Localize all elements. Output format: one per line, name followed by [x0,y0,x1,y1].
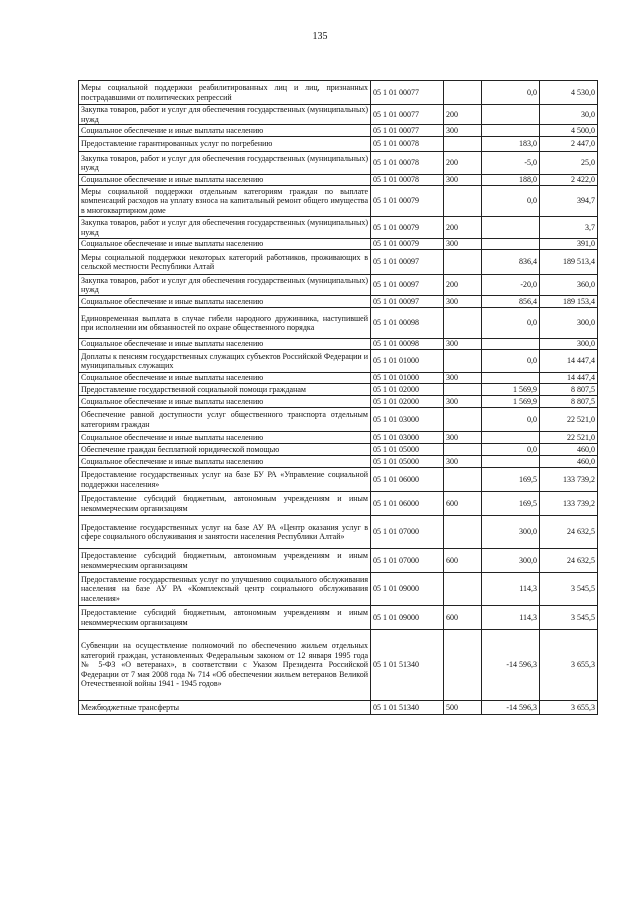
row-change-amount [482,239,540,250]
row-code: 05 1 01 00079 [371,186,444,217]
row-total-amount: 30,0 [540,105,598,125]
row-code: 05 1 01 01000 [371,350,444,373]
row-expense-type [444,250,482,275]
table-row [79,396,598,408]
row-expense-type: 200 [444,152,482,175]
row-code: 05 1 01 00079 [371,217,444,239]
row-code: 05 1 01 06000 [371,468,444,492]
row-expense-type: 200 [444,217,482,239]
budget-table [78,80,598,715]
row-code: 05 1 01 51340 [371,701,444,715]
row-name: Социальное обеспечение и иные выплаты населению [79,396,371,408]
table-row [79,125,598,137]
table-row [79,384,598,396]
row-change-amount [482,456,540,468]
row-expense-type: 300 [444,456,482,468]
row-name: Предоставление субсидий бюджетным, автономным учреждениям и иным некоммерческим организациям [79,606,371,630]
row-total-amount: 22 521,0 [540,408,598,432]
row-total-amount: 133 739,2 [540,468,598,492]
row-code: 05 1 01 07000 [371,516,444,549]
row-code: 05 1 01 00098 [371,339,444,350]
row-expense-type: 500 [444,701,482,715]
row-expense-type [444,308,482,339]
row-total-amount: 3 545,5 [540,606,598,630]
table-row [79,606,598,630]
row-expense-type [444,408,482,432]
row-change-amount: -14 596,3 [482,701,540,715]
row-change-amount: -5,0 [482,152,540,175]
row-change-amount [482,373,540,384]
row-name: Обеспечение граждан бесплатной юридической помощью [79,444,371,456]
row-code: 05 1 01 00097 [371,250,444,275]
row-code: 05 1 01 05000 [371,444,444,456]
row-change-amount: 0,0 [482,186,540,217]
row-expense-type [444,444,482,456]
table-row [79,444,598,456]
row-total-amount: 2 447,0 [540,137,598,152]
row-change-amount: 169,5 [482,468,540,492]
row-name: Предоставление субсидий бюджетным, автономным учреждениям и иным некоммерческим организациям [79,492,371,516]
row-expense-type [444,384,482,396]
row-total-amount: 3 655,3 [540,630,598,701]
row-change-amount: -20,0 [482,275,540,296]
row-expense-type: 200 [444,105,482,125]
row-change-amount: 300,0 [482,549,540,573]
row-name: Социальное обеспечение и иные выплаты населению [79,175,371,186]
row-expense-type: 300 [444,339,482,350]
row-change-amount [482,105,540,125]
row-expense-type: 600 [444,492,482,516]
table-row [79,516,598,549]
row-change-amount: 836,4 [482,250,540,275]
table-row [79,492,598,516]
row-expense-type [444,468,482,492]
row-total-amount: 2 422,0 [540,175,598,186]
row-change-amount [482,432,540,444]
table-row [79,573,598,606]
row-total-amount: 14 447,4 [540,373,598,384]
table-row [79,152,598,175]
row-code: 05 1 01 51340 [371,630,444,701]
row-expense-type: 300 [444,239,482,250]
row-name: Закупка товаров, работ и услуг для обеспечения государственных (муниципальных) нужд [79,217,371,239]
row-total-amount: 8 807,5 [540,396,598,408]
row-code: 05 1 01 05000 [371,456,444,468]
row-total-amount: 360,0 [540,275,598,296]
table-row [79,137,598,152]
row-change-amount: 300,0 [482,516,540,549]
row-change-amount: 0,0 [482,81,540,105]
row-name: Социальное обеспечение и иные выплаты населению [79,456,371,468]
row-change-amount: 0,0 [482,444,540,456]
row-name: Меры социальной поддержки некоторых категорий работников, проживающих в сельской местности Республики Алтай [79,250,371,275]
row-change-amount: 0,0 [482,350,540,373]
table-row [79,250,598,275]
row-code: 05 1 01 02000 [371,396,444,408]
table-row [79,373,598,384]
row-change-amount: 188,0 [482,175,540,186]
row-expense-type: 200 [444,275,482,296]
row-code: 05 1 01 00077 [371,125,444,137]
row-change-amount: 0,0 [482,408,540,432]
row-code: 05 1 01 03000 [371,408,444,432]
row-expense-type [444,186,482,217]
row-code: 05 1 01 01000 [371,373,444,384]
row-expense-type: 300 [444,296,482,308]
table-row [79,186,598,217]
row-total-amount: 460,0 [540,456,598,468]
row-code: 05 1 01 00078 [371,137,444,152]
row-total-amount: 3,7 [540,217,598,239]
row-change-amount: -14 596,3 [482,630,540,701]
row-name: Предоставление субсидий бюджетным, автономным учреждениям и иным некоммерческим организациям [79,549,371,573]
row-total-amount: 133 739,2 [540,492,598,516]
row-name: Предоставление государственной социальной помощи гражданам [79,384,371,396]
row-expense-type: 300 [444,432,482,444]
row-code: 05 1 01 00097 [371,296,444,308]
table-row [79,456,598,468]
row-code: 05 1 01 06000 [371,492,444,516]
row-code: 05 1 01 02000 [371,384,444,396]
row-change-amount [482,125,540,137]
row-name: Закупка товаров, работ и услуг для обеспечения государственных (муниципальных) нужд [79,105,371,125]
row-name: Социальное обеспечение и иные выплаты населению [79,432,371,444]
row-total-amount: 460,0 [540,444,598,456]
row-change-amount: 0,0 [482,308,540,339]
page-number: 135 [312,31,328,42]
row-total-amount: 4 500,0 [540,125,598,137]
row-code: 05 1 01 09000 [371,606,444,630]
row-change-amount: 183,0 [482,137,540,152]
row-total-amount: 4 530,0 [540,81,598,105]
row-code: 05 1 01 00078 [371,175,444,186]
table-row [79,339,598,350]
row-name: Предоставление государственных услуг по улучшению социального обслуживания населения на базе АУ РА «Комплексный центр социального обслуживания населения» [79,573,371,606]
row-expense-type: 300 [444,125,482,137]
table-row [79,549,598,573]
row-name: Предоставление гарантированных услуг по погребению [79,137,371,152]
row-total-amount: 391,0 [540,239,598,250]
row-total-amount: 189 153,4 [540,296,598,308]
table-row [79,408,598,432]
row-total-amount: 3 655,3 [540,701,598,715]
row-name: Закупка товаров, работ и услуг для обеспечения государственных (муниципальных) нужд [79,152,371,175]
row-expense-type: 600 [444,549,482,573]
row-code: 05 1 01 03000 [371,432,444,444]
row-expense-type [444,516,482,549]
row-name: Закупка товаров, работ и услуг для обеспечения государственных (муниципальных) нужд [79,275,371,296]
table-row [79,296,598,308]
row-expense-type: 300 [444,175,482,186]
row-total-amount: 22 521,0 [540,432,598,444]
row-change-amount [482,217,540,239]
row-expense-type [444,630,482,701]
table-row [79,468,598,492]
row-total-amount: 3 545,5 [540,573,598,606]
row-change-amount: 856,4 [482,296,540,308]
row-code: 05 1 01 07000 [371,549,444,573]
row-name: Предоставление государственных услуг на базе АУ РА «Центр оказания услуг в сфере социального обслуживания и занятости населения Республики Алтай» [79,516,371,549]
row-total-amount: 189 513,4 [540,250,598,275]
row-name: Социальное обеспечение и иные выплаты населению [79,373,371,384]
table-row [79,275,598,296]
row-name: Единовременная выплата в случае гибели народного дружинника, наступившей при исполнении им обязанностей по охране общественного порядка [79,308,371,339]
row-name: Меры социальной поддержки реабилитированных лиц и лиц, признанных пострадавшими от политических репрессий [79,81,371,105]
row-expense-type: 300 [444,396,482,408]
row-code: 05 1 01 00098 [371,308,444,339]
row-name: Доплаты к пенсиям государственных служащих субъектов Российской Федерации и муниципальных служащих [79,350,371,373]
table-row [79,350,598,373]
row-change-amount: 1 569,9 [482,384,540,396]
table-row [79,630,598,701]
row-name: Субвенции на осуществление полномочий по обеспечению жильем отдельных категорий граждан, установленных Федеральным законом от 12 января 1995 года № 5-ФЗ «О ветеранах», в соответствии с Указом Президента Российской Федерации от 7 мая 2008 года № 714 «Об обеспечении жильем ветеранов Великой Отечественной войны 1941 - 1945 годов» [79,630,371,701]
budget-table-body [79,81,598,715]
row-expense-type [444,137,482,152]
row-name: Социальное обеспечение и иные выплаты населению [79,239,371,250]
row-code: 05 1 01 00079 [371,239,444,250]
table-row [79,239,598,250]
row-total-amount: 8 807,5 [540,384,598,396]
table-row [79,105,598,125]
row-expense-type: 300 [444,373,482,384]
row-name: Межбюджетные трансферты [79,701,371,715]
row-name: Обеспечение равной доступности услуг общественного транспорта отдельным категориям граждан [79,408,371,432]
row-expense-type: 600 [444,606,482,630]
row-change-amount: 114,3 [482,573,540,606]
table-row [79,432,598,444]
row-code: 05 1 01 00077 [371,105,444,125]
row-code: 05 1 01 09000 [371,573,444,606]
row-name: Предоставление государственных услуг на базе БУ РА «Управление социальной поддержки населения» [79,468,371,492]
row-total-amount: 24 632,5 [540,549,598,573]
row-code: 05 1 01 00078 [371,152,444,175]
row-total-amount: 25,0 [540,152,598,175]
table-row [79,81,598,105]
row-total-amount: 300,0 [540,308,598,339]
row-total-amount: 24 632,5 [540,516,598,549]
row-name: Социальное обеспечение и иные выплаты населению [79,296,371,308]
row-total-amount: 300,0 [540,339,598,350]
table-row [79,701,598,715]
row-expense-type [444,573,482,606]
table-row [79,175,598,186]
row-total-amount: 14 447,4 [540,350,598,373]
row-code: 05 1 01 00077 [371,81,444,105]
row-name: Меры социальной поддержки отдельным категориям граждан по выплате компенсаций расходов на уплату взноса на капитальный ремонт общего имущества в многоквартирном доме [79,186,371,217]
row-total-amount: 394,7 [540,186,598,217]
row-expense-type [444,81,482,105]
row-expense-type [444,350,482,373]
row-change-amount: 1 569,9 [482,396,540,408]
row-change-amount: 114,3 [482,606,540,630]
table-row [79,217,598,239]
row-name: Социальное обеспечение и иные выплаты населению [79,339,371,350]
row-name: Социальное обеспечение и иные выплаты населению [79,125,371,137]
row-code: 05 1 01 00097 [371,275,444,296]
row-change-amount [482,339,540,350]
row-change-amount: 169,5 [482,492,540,516]
table-row [79,308,598,339]
